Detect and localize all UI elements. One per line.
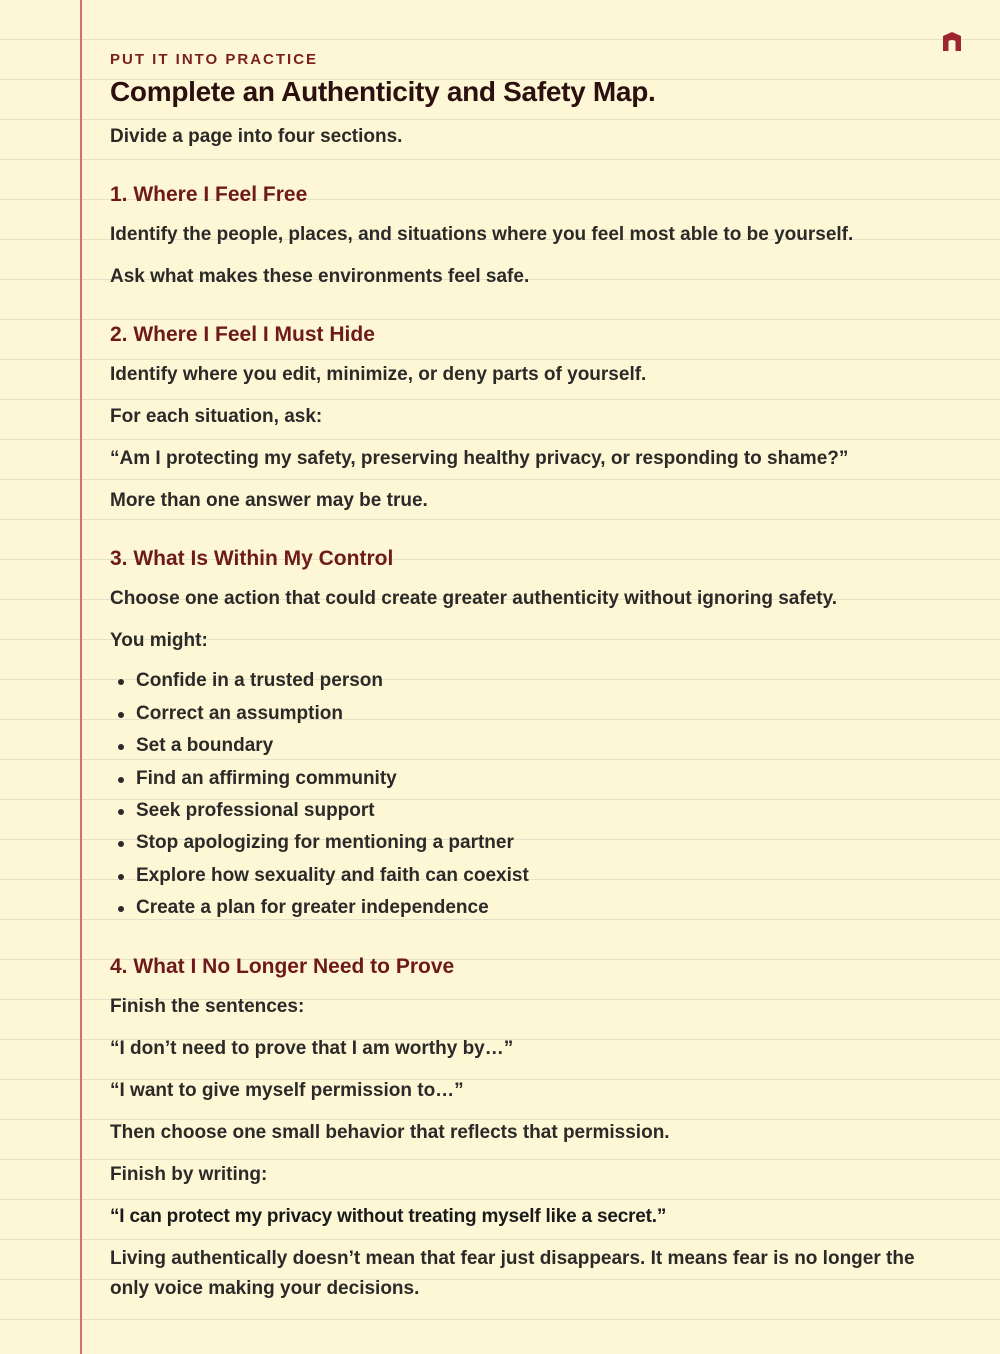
section-2-paragraph: For each situation, ask: — [110, 406, 323, 427]
list-item: Correct an assumption — [136, 703, 343, 724]
section-4-prompt: “I don’t need to prove that I am worthy by…” — [110, 1038, 514, 1059]
margin-line — [80, 0, 82, 1354]
section-3-paragraph: Choose one action that could create greater authenticity without ignoring safety. — [110, 588, 838, 609]
eyebrow: PUT IT INTO PRACTICE — [110, 51, 319, 68]
affirmation-quote: “I can protect my privacy without treating myself like a secret.” — [110, 1206, 667, 1227]
page-title: Complete an Authenticity and Safety Map. — [110, 76, 656, 107]
section-2-heading: 2. Where I Feel I Must Hide — [110, 323, 375, 346]
section-2-paragraph: Identify where you edit, minimize, or deny parts of yourself. — [110, 364, 647, 385]
list-item: Find an affirming community — [136, 768, 397, 789]
closing-paragraph: Living authentically doesn’t mean that fear just disappears. It means fear is no longer the only voice making your decisions. — [110, 1248, 915, 1299]
list-item: Set a boundary — [136, 735, 274, 756]
section-2-question: “Am I protecting my safety, preserving healthy privacy, or responding to shame?” — [110, 448, 849, 469]
section-4-heading: 4. What I No Longer Need to Prove — [110, 955, 455, 978]
list-item: Explore how sexuality and faith can coexist — [136, 865, 529, 886]
section-4-paragraph: Finish the sentences: — [110, 996, 305, 1017]
intro-text: Divide a page into four sections. — [110, 126, 403, 147]
list-item: Create a plan for greater independence — [136, 897, 489, 918]
section-3-heading: 3. What Is Within My Control — [110, 547, 394, 570]
section-1-heading: 1. Where I Feel Free — [110, 183, 308, 206]
section-3-paragraph: You might: — [110, 630, 208, 651]
section-1-paragraph: Ask what makes these environments feel safe. — [110, 266, 530, 287]
list-item: Seek professional support — [136, 800, 375, 821]
section-4-prompt: “I want to give myself permission to…” — [110, 1080, 464, 1101]
section-4-paragraph: Finish by writing: — [110, 1164, 268, 1185]
section-1-paragraph: Identify the people, places, and situations where you feel most able to be yourself. — [110, 224, 854, 245]
section-2-paragraph: More than one answer may be true. — [110, 490, 428, 511]
list-item: Stop apologizing for mentioning a partner — [136, 832, 514, 853]
list-item: Confide in a trusted person — [136, 670, 384, 691]
section-4-paragraph: Then choose one small behavior that reflects that permission. — [110, 1122, 670, 1143]
shield-logo-icon — [941, 31, 963, 53]
